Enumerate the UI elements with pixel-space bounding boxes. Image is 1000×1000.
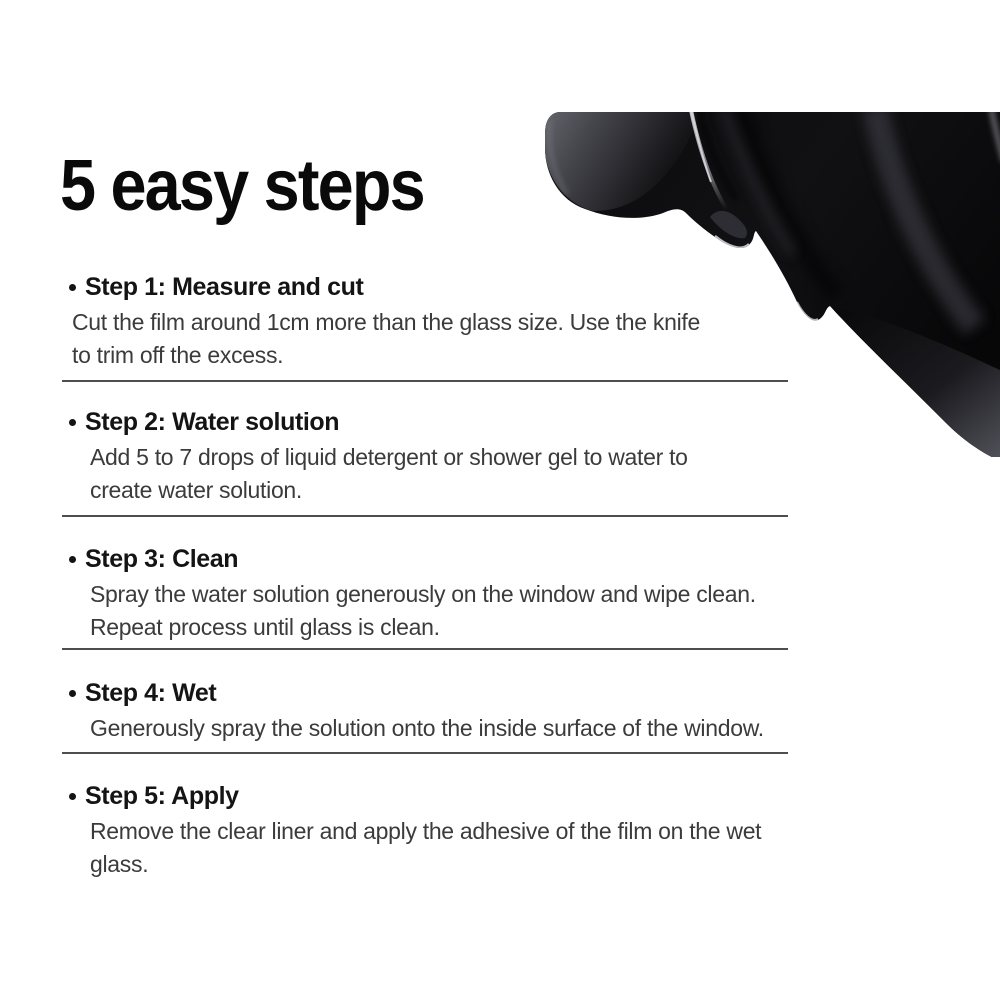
bullet-icon: [69, 284, 76, 291]
step-5-heading: Step 5: Apply: [85, 782, 239, 810]
step-body-line: Repeat process until glass is clean.: [90, 614, 440, 640]
page-title: 5 easy steps: [60, 146, 424, 226]
step-body-line: Cut the film around 1cm more than the glass size. Use the knife: [72, 309, 700, 335]
step-2-heading: Step 2: Water solution: [85, 408, 340, 436]
step-5-body: [90, 815, 802, 881]
step-3-heading-row: [62, 544, 802, 574]
step-body-line: Remove the clear liner and apply the adhesive of the film on the wet: [90, 818, 762, 844]
section-divider: [62, 648, 788, 650]
step-4-heading-row: [62, 678, 802, 708]
tint-film-photo: [545, 112, 1000, 457]
step-body-line: Add 5 to 7 drops of liquid detergent or shower gel to water to: [90, 444, 688, 470]
step-3-body: [90, 578, 802, 644]
step-body-line: to trim off the excess.: [72, 342, 284, 368]
bullet-icon: [69, 556, 76, 563]
step-3-heading: Step 3: Clean: [85, 545, 239, 573]
step-body-line: Spray the water solution generously on the window and wipe clean.: [90, 581, 756, 607]
bullet-icon: [69, 690, 76, 697]
step-body-line: glass.: [90, 851, 149, 877]
step-body-line: create water solution.: [90, 477, 303, 503]
section-divider: [62, 515, 788, 517]
section-divider: [62, 752, 788, 754]
step-5-heading-row: [62, 781, 802, 811]
step-item-4: [62, 678, 802, 745]
step-item-5: [62, 781, 802, 881]
step-item-3: [62, 544, 802, 644]
bullet-icon: [69, 793, 76, 800]
step-1-heading: Step 1: Measure and cut: [85, 273, 364, 301]
bullet-icon: [69, 419, 76, 426]
step-4-body: [90, 712, 802, 745]
step-4-heading: Step 4: Wet: [85, 679, 217, 707]
step-body-line: Generously spray the solution onto the inside surface of the window.: [90, 715, 764, 741]
